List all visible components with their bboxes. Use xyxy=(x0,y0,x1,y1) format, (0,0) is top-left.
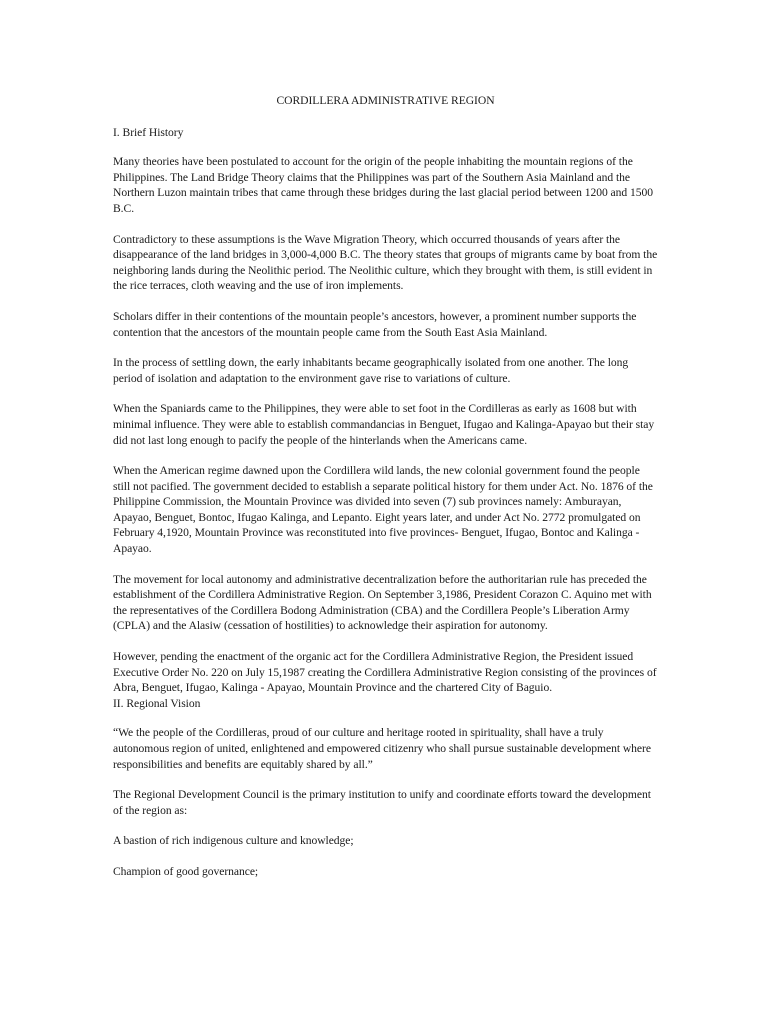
paragraph: “We the people of the Cordilleras, proud of our culture and heritage rooted in spirituality, shall have a truly autonomous region of united, enlightened and empowered citizenry who shall pursue sustainable development where responsibilities and benefits are equitably shared by all.” xyxy=(113,726,651,771)
paragraph: In the process of settling down, the early inhabitants became geographically isolated from one another. The long period of isolation and adaptation to the environment gave rise to variations of culture. xyxy=(113,356,629,385)
section-regional-vision xyxy=(113,696,658,880)
paragraph: However, pending the enactment of the organic act for the Cordillera Administrative Region, the President issued Executive Order No. 220 on July 15,1987 creating the Cordillera Administrative Region consisting of the provinces of Abra, Benguet, Ifugao, Kalinga - Apayao, Mountain Province and the chartered City of Baguio. xyxy=(113,650,657,695)
paragraph: The Regional Development Council is the primary institution to unify and coordinate efforts toward the development of the region as: xyxy=(113,788,651,817)
paragraph: When the American regime dawned upon the Cordillera wild lands, the new colonial government found the people still not pacified. The government decided to establish a separate political history for them under Act. No. 1876 of the Philippine Commission, the Mountain Province was divided into seven (7) sub provinces namely: Amburayan, Apayao, Benguet, Bontoc, Ifugao Kalinga, and Lepanto. Eight years later, and under Act No. 2772 promulgated on February 4,1920, Mountain Province was reconstituted into five provinces- Benguet, Ifugao, Bontoc and Kalinga -Apayao. xyxy=(113,464,653,556)
document-title: CORDILLERA ADMINISTRATIVE REGION xyxy=(276,94,495,107)
paragraph: The movement for local autonomy and administrative decentralization before the authoritarian rule has preceded the establishment of the Cordillera Administrative Region. On September 3,1986, President Corazon C. Aquino met with the representatives of the Cordillera Bodong Administration (CBA) and the Cordillera People’s Liberation Army (CPLA) and the Alasiw (cessation of hostilities) to acknowledge their aspiration for autonomy. xyxy=(113,572,652,633)
paragraph: Champion of good governance; xyxy=(113,864,259,878)
paragraph: Many theories have been postulated to account for the origin of the people inhabiting the mountain regions of the Philippines. The Land Bridge Theory claims that the Philippines was part of the Southern Asia Mainland and the Northern Luzon maintain tribes that came through these bridges during the last glacial period between 1200 and 1500 B.C. xyxy=(113,155,653,215)
paragraph: When the Spaniards came to the Philippines, they were able to set foot in the Cordilleras as early as 1608 but with minimal influence. They were able to establish commandancias in Benguet, Ifugao and Kalinga-Apayao but their stay did not last long enough to pacify the people of the hinterlands when the Americans came. xyxy=(113,402,655,447)
section-brief-history xyxy=(113,125,658,696)
section-heading: I. Brief History xyxy=(113,125,184,139)
paragraph: Scholars differ in their contentions of the mountain people’s ancestors, however, a prominent number supports the contention that the ancestors of the mountain people came from the South East Asia Mainland. xyxy=(113,309,637,339)
paragraph: Contradictory to these assumptions is the Wave Migration Theory, which occurred thousands of years after the disappearance of the land bridges in 3,000-4,000 B.C. The theory states that groups of migrants came by boat from the neighboring lands during the Neolithic period. The Neolithic culture, which they brought with them, is still evident in the rice terraces, cloth weaving and the use of iron implements. xyxy=(113,232,658,293)
paragraph: A bastion of rich indigenous culture and knowledge; xyxy=(113,834,354,848)
document-body xyxy=(113,93,658,880)
section-heading: II. Regional Vision xyxy=(113,696,201,710)
